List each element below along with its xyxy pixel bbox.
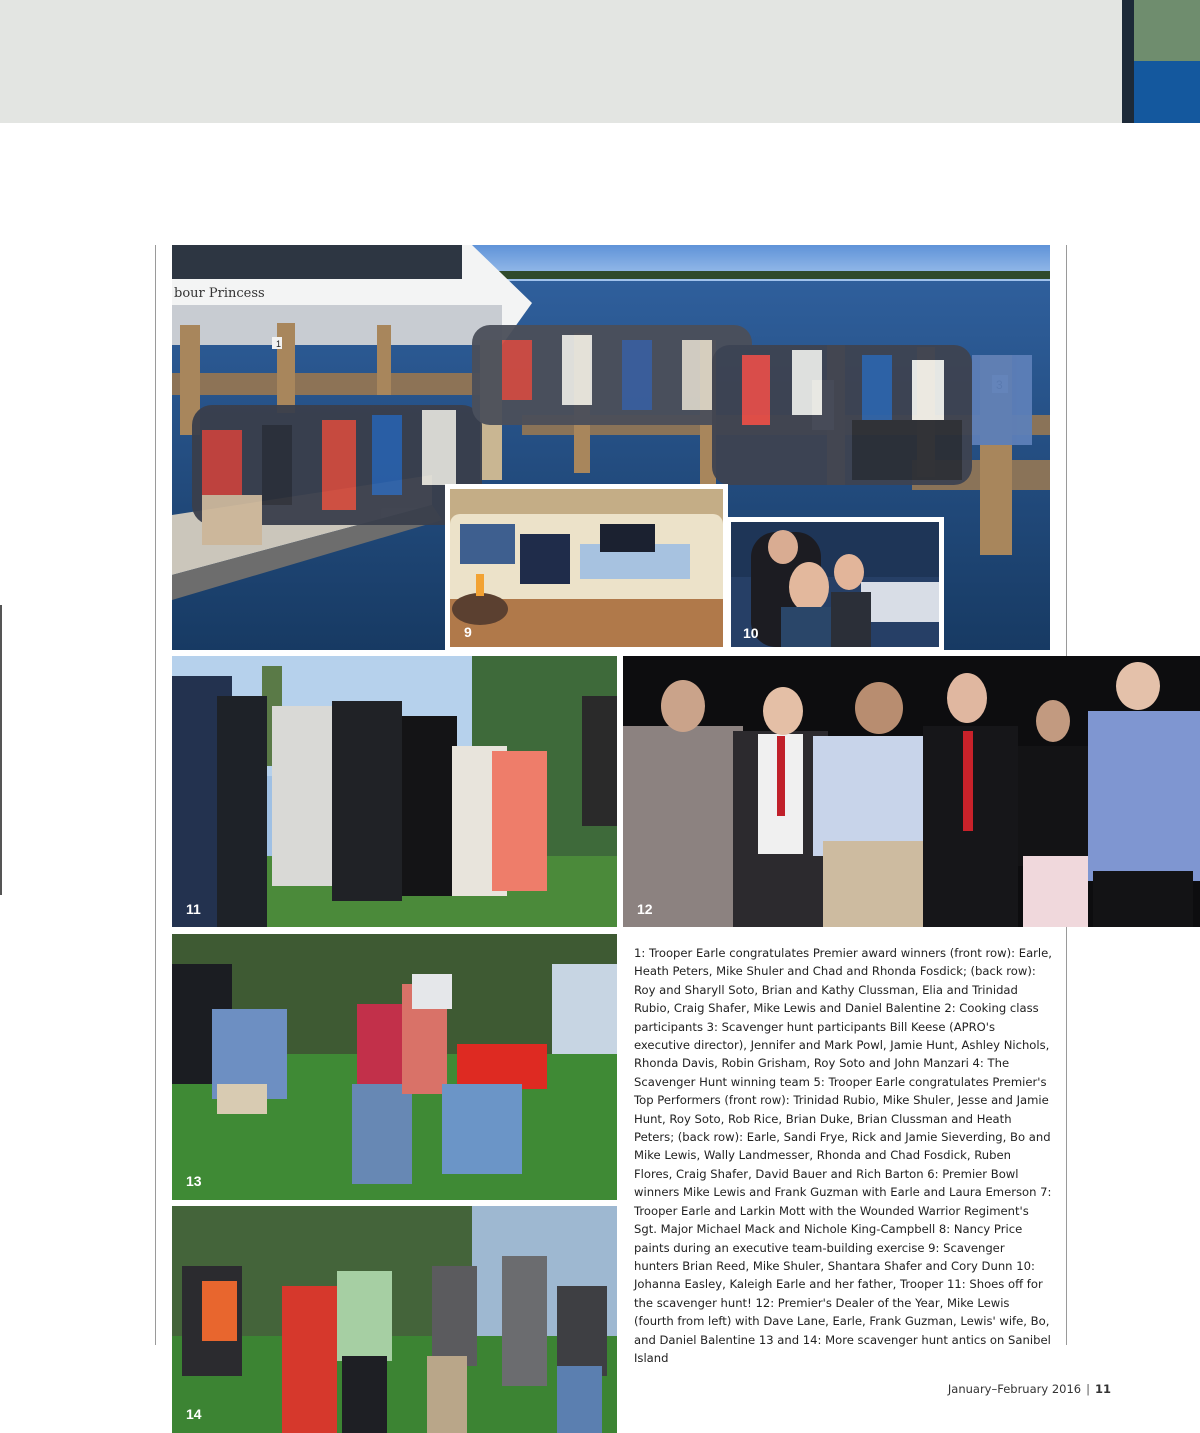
dock-sign-1: 1 xyxy=(276,339,282,349)
edge-tab-dark xyxy=(1122,0,1134,123)
photo-number-9: 9 xyxy=(464,624,472,640)
column-rule-left xyxy=(155,245,156,1345)
photo-number-13: 13 xyxy=(186,1173,202,1189)
photo-number-11: 11 xyxy=(186,901,201,917)
photo-night-portrait xyxy=(726,517,944,652)
footer-separator: | xyxy=(1086,1382,1090,1396)
margin-rule xyxy=(0,605,2,895)
photo-caption: 1: Trooper Earle congratulates Premier award winners (front row): Earle, Heath Peters, Mike Shuler and Chad and Rhonda Fosdick; (back row): Roy and Sharyll Soto, Brian and Kathy Clussman, Elia and Trinidad Rubio, Craig Shafer, Mike Lewis and Daniel Balentine 2: Cooking class participants 3: Scavenger hunt participants Bill Keese (APRO's executive director), Jennifer and Mark Powl, Jamie Hunt, Ashley Nichols, Rhonda Davis, Robin Grisham, Roy Soto and John Manzari 4: The Scavenger Hunt winning team 5: Trooper Earle congratulates Premier's Top Performers (front row): Trinidad Rubio, Mike Shuler, Jesse and Jamie Hunt, Roy Soto, Rob Rice, Brian Duke, Brian Clussman and Heath Peters; (back row): Earle, Sandi Frye, Rick and Jamie Sieverding, Bo and Mike Lewis, Wally Landmesser, Rhonda and Chad Fosdick, Ruben Flores, Craig Shafer, David Bauer and Rich Barton 6: Premier Bowl winners Mike Lewis and Frank Guzman with Earle and Laura Emerson 7: Trooper Earle and Larkin Mott with the Wounded Warrior Regiment's Sgt. Major Michael Mack and Nichole King-Campbell 8: Nancy Price paints during an executive team-building exercise 9: Scavenger hunters Brian Reed, Mike Shuler, Shantara Shafer and Cory Dunn 10: Johanna Easley, Kaleigh Earle and her father, Trooper 11: Shoes off for the scavenger hunt! 12: Premier's Dealer of the Year, Mike Lewis (fourth from left) with Dave Lane, Earle, Frank Guzman, Lewis' wife, Bo, and Daniel Balentine 13 and 14: More scavenger hunt antics on Sanibel Island xyxy=(634,946,1052,1365)
photo-number-12: 12 xyxy=(637,901,653,917)
photo-shoes-off xyxy=(172,656,617,927)
photo-dance-2 xyxy=(172,1206,617,1433)
photo-number-14: 14 xyxy=(186,1406,202,1422)
edge-tab-green xyxy=(1134,0,1200,61)
issue-date: January–February 2016 xyxy=(947,1382,1082,1396)
page-footer xyxy=(948,1382,1111,1396)
header-band xyxy=(0,0,1122,123)
photo-number-10: 10 xyxy=(743,625,759,641)
boat-name: bour Princess xyxy=(174,286,265,301)
photo-couch xyxy=(445,484,728,652)
edge-tab-blue xyxy=(1134,61,1200,123)
page-number: 11 xyxy=(1094,1382,1111,1396)
photo-dance-1 xyxy=(172,934,617,1200)
photo-award xyxy=(623,656,1200,927)
